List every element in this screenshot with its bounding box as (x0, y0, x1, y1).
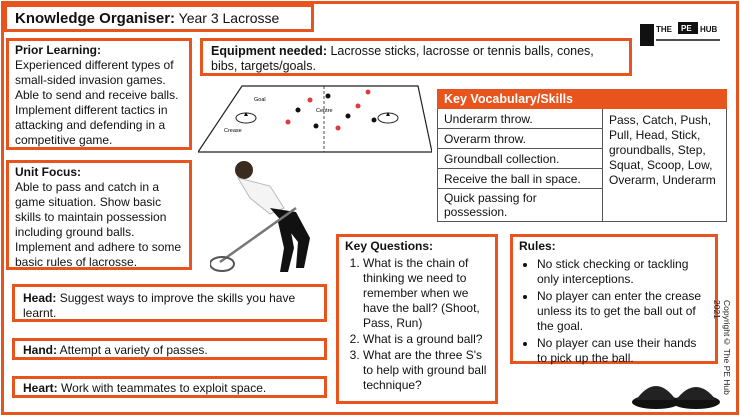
vocab-row: Quick passing for possession. (438, 189, 603, 222)
black-players (296, 94, 377, 129)
heart-heading: Heart: (23, 381, 58, 395)
unit-focus-heading: Unit Focus: (15, 165, 81, 179)
title-label: Knowledge Organiser: (15, 10, 176, 27)
lacrosse-player-image (210, 158, 330, 280)
pitch-diagram (198, 80, 432, 156)
rules-heading: Rules: (519, 239, 556, 253)
hand-heading: Hand: (23, 343, 57, 357)
crease-label: Crease (224, 128, 242, 134)
head-text: Suggest ways to improve the skills you have learnt. (23, 291, 296, 320)
vocabulary-heading: Key Vocabulary/Skills (438, 90, 727, 109)
logo-text-3: HUB (700, 25, 718, 34)
question-item: 3. What are the three S's to help with ground ball technique? (363, 348, 489, 393)
pe-hub-logo (640, 20, 722, 50)
vocab-row: Groundball collection. (438, 149, 603, 169)
hand-text: Attempt a variety of passes. (59, 343, 208, 357)
cones-image (630, 364, 722, 410)
prior-learning-text: Experienced different types of small-sided invasion games. Able to send and receive balls. Implement different tactics in attacking and defending in a competitive game. (15, 58, 179, 147)
prior-learning-panel (6, 38, 192, 150)
key-questions-heading: Key Questions: (345, 239, 434, 253)
copyright-text: Copyright© The PE Hub 2021 (712, 300, 732, 395)
vocab-words: Pass, Catch, Push, Pull, Head, Stick, groundballs, Step, Squat, Scoop, Low, Overarm, Underarm (603, 109, 727, 222)
head-heading: Head: (23, 291, 57, 305)
hand-panel (12, 338, 327, 360)
heart-text: Work with teammates to exploit space. (61, 381, 267, 395)
head-panel (12, 284, 327, 322)
title-value: Year 3 Lacrosse (178, 10, 280, 26)
prior-learning-heading: Prior Learning: (15, 43, 102, 57)
vocab-row: Overarm throw. (438, 129, 603, 149)
page-title (4, 4, 314, 32)
logo-text-2: PE (681, 24, 692, 33)
unit-focus-text: Able to pass and catch in a game situation. Show basic skills to maintain possession including ground balls. Implement and adhere to some basic rules of lacrosse. (15, 180, 182, 269)
equipment-heading: Equipment needed: (211, 44, 327, 58)
rules-panel (510, 234, 718, 364)
vocab-row: Underarm throw. (438, 109, 603, 129)
equipment-text: Lacrosse sticks, lacrosse or tennis balls, cones, bibs, targets/goals. (211, 44, 594, 73)
equipment-panel (200, 38, 632, 76)
unit-focus-panel (6, 160, 192, 270)
logo-text-1: THE (656, 25, 672, 34)
heart-panel (12, 376, 327, 398)
rule-item: • No stick checking or tackling only interceptions. (537, 257, 709, 287)
vocab-row: Receive the ball in space. (438, 169, 603, 189)
centre-label: Centre (316, 108, 333, 114)
question-item: 2. What is a ground ball? (363, 332, 489, 347)
key-questions-panel (336, 234, 498, 404)
goal-label: Goal (254, 97, 266, 103)
rule-item: • No player can enter the crease unless its to get the ball out of the goal. (537, 289, 709, 334)
vocabulary-table (437, 89, 727, 222)
question-item: 1. What is the chain of thinking we need to remember when we have the ball? (Shoot, Pass, Run) (363, 256, 489, 331)
rule-item: • No player can use their hands to pick up the ball. (537, 336, 709, 366)
